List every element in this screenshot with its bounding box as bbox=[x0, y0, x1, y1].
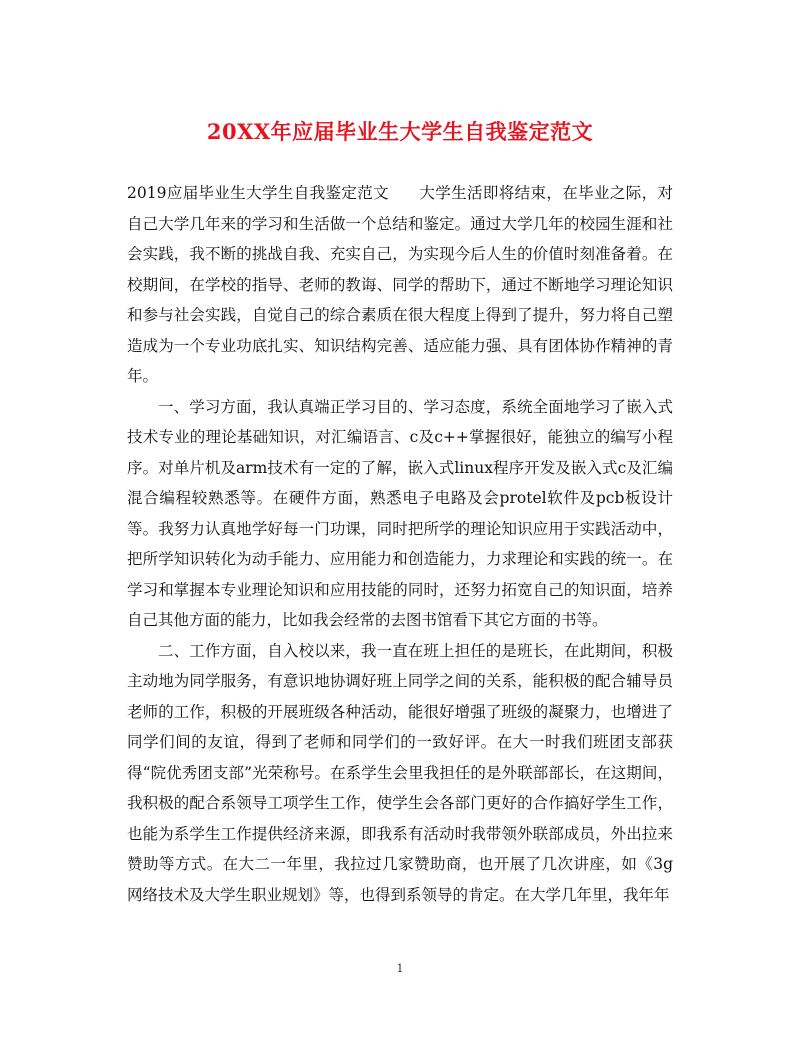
paragraph-lead: 2019应届毕业生大学生自我鉴定范文 bbox=[127, 184, 390, 202]
document-body bbox=[127, 178, 673, 910]
document-title: 20XX年应届毕业生大学生自我鉴定范文 bbox=[206, 119, 594, 144]
paragraph-intro bbox=[127, 178, 673, 392]
paragraph-work: 二、工作方面，自入校以来，我一直在班上担任的是班长，在此期间，积极主动地为同学服务，有意识地协调好班上同学之间的关系，能积极的配合辅导员老师的工作，积极的开展班级各种活动，能很好增强了班级的凝聚力，也增进了同学们间的友谊，得到了老师和同学们的一致好评。在大一时我们班团支部获得“院优秀团支部”光荣称号。在系学生会里我担任的是外联部部长，在这期间，我积极的配合系领导工项学生工作，使学生会各部门更好的合作搞好学生工作，也能为系学生工作提供经济来源，即我系有活动时我带领外联部成员，外出拉来赞助等方式。在大二一年里，我拉过几家赞助商，也开展了几次讲座，如《3g网络技术及大学生职业规划》等，也得到系领导的肯定。在大学几年里，我年年 bbox=[127, 641, 673, 904]
paragraph-study: 一、学习方面，我认真端正学习目的、学习态度，系统全面地学习了嵌入式技术专业的理论基础知识，对汇编语言、c及c++掌握很好，能独立的编写小程序。对单片机及arm技术有一定的了解，嵌入式linux程序开发及嵌入式c及汇编混合编程较熟悉等。在硬件方面，熟悉电子电路及会protel软件及pcb板设计等。我努力认真地学好每一门功课，同时把所学的理论知识应用于实践活动中，把所学知识转化为动手能力、应用能力和创造能力，力求理论和实践的统一。在学习和掌握本专业理论知识和应用技能的同时，还努力拓宽自己的知识面，培养自己其他方面的能力，比如我会经常的去图书馆看下其它方面的书等。 bbox=[127, 397, 673, 629]
paragraph-text: 大学生活即将结束，在毕业之际，对自己大学几年来的学习和生活做一个总结和鉴定。通过大学几年的校园生涯和社会实践，我不断的挑战自我、充实自己，为实现今后人生的价值时刻准备着。在校期间，在学校的指导、老师的教诲、同学的帮助下，通过不断地学习理论知识和参与社会实践，自觉自己的综合素质在很大程度上得到了提升，努力将自己塑造成为一个专业功底扎实、知识结构完善、适应能力强、具有团体协作精神的青年。 bbox=[127, 184, 673, 385]
page-number: 1 bbox=[396, 962, 404, 975]
